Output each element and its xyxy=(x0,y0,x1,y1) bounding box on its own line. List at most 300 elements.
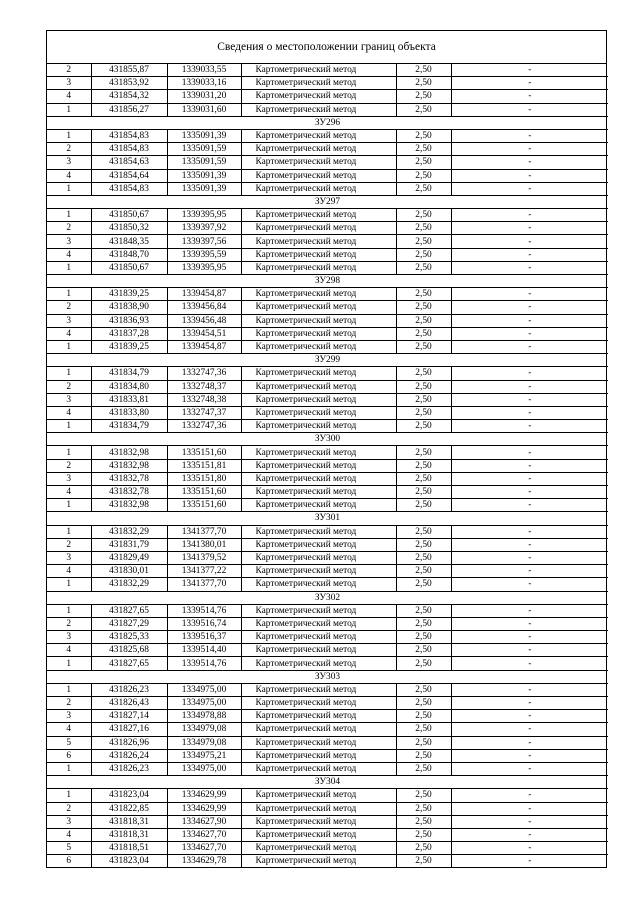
note-cell: - xyxy=(451,367,608,380)
method-cell: Картометрический метод xyxy=(241,644,396,657)
note-cell: - xyxy=(451,631,608,644)
note-cell: - xyxy=(451,380,608,393)
accuracy-cell: 2,50 xyxy=(396,683,451,696)
method-cell: Картометрический метод xyxy=(241,749,396,762)
point-number: 2 xyxy=(47,459,91,472)
table-row xyxy=(47,578,608,591)
accuracy-cell: 2,50 xyxy=(396,446,451,459)
point-number: 5 xyxy=(47,736,91,749)
coordinate-y: 1339514,76 xyxy=(167,604,241,617)
note-cell: - xyxy=(451,301,608,314)
accuracy-cell: 2,50 xyxy=(396,749,451,762)
note-cell: - xyxy=(451,683,608,696)
accuracy-cell: 2,50 xyxy=(396,631,451,644)
method-cell: Картометрический метод xyxy=(241,182,396,195)
method-cell: Картометрический метод xyxy=(241,90,396,103)
table-row xyxy=(47,551,608,564)
point-number: 3 xyxy=(47,393,91,406)
note-cell: - xyxy=(451,551,608,564)
point-number: 2 xyxy=(47,538,91,551)
accuracy-cell: 2,50 xyxy=(396,736,451,749)
accuracy-cell: 2,50 xyxy=(396,551,451,564)
table-row xyxy=(47,380,608,393)
point-number: 1 xyxy=(47,789,91,802)
table-row xyxy=(47,261,608,274)
point-number: 3 xyxy=(47,551,91,564)
coordinate-x: 431825,33 xyxy=(91,631,167,644)
group-header-row xyxy=(47,195,608,208)
parcel-label: ЗУ296 xyxy=(47,116,608,129)
coordinate-y: 1339456,84 xyxy=(167,301,241,314)
point-number: 4 xyxy=(47,828,91,841)
coordinate-y: 1334975,00 xyxy=(167,697,241,710)
method-cell: Картометрический метод xyxy=(241,631,396,644)
coordinate-y: 1339031,20 xyxy=(167,90,241,103)
group-header-row xyxy=(47,776,608,789)
table-row xyxy=(47,222,608,235)
method-cell: Картометрический метод xyxy=(241,815,396,828)
note-cell: - xyxy=(451,156,608,169)
note-cell: - xyxy=(451,697,608,710)
accuracy-cell: 2,50 xyxy=(396,288,451,301)
accuracy-cell: 2,50 xyxy=(396,235,451,248)
coordinate-y: 1339397,56 xyxy=(167,235,241,248)
accuracy-cell: 2,50 xyxy=(396,565,451,578)
point-number: 1 xyxy=(47,446,91,459)
coordinate-x: 431831,79 xyxy=(91,538,167,551)
method-cell: Картометрический метод xyxy=(241,420,396,433)
coordinate-y: 1339395,95 xyxy=(167,209,241,222)
coordinates-table xyxy=(47,64,608,867)
parcel-label: ЗУ304 xyxy=(47,776,608,789)
method-cell: Картометрический метод xyxy=(241,446,396,459)
note-cell: - xyxy=(451,77,608,90)
coordinate-x: 431836,93 xyxy=(91,314,167,327)
note-cell: - xyxy=(451,314,608,327)
note-cell: - xyxy=(451,499,608,512)
method-cell: Картометрический метод xyxy=(241,828,396,841)
coordinate-x: 431837,28 xyxy=(91,327,167,340)
parcel-label: ЗУ299 xyxy=(47,354,608,367)
coordinate-x: 431833,81 xyxy=(91,393,167,406)
note-cell: - xyxy=(451,103,608,116)
coordinate-y: 1341380,01 xyxy=(167,538,241,551)
note-cell: - xyxy=(451,604,608,617)
note-cell: - xyxy=(451,64,608,77)
note-cell: - xyxy=(451,789,608,802)
table-row xyxy=(47,64,608,77)
method-cell: Картометрический метод xyxy=(241,459,396,472)
note-cell: - xyxy=(451,446,608,459)
coordinate-y: 1341379,52 xyxy=(167,551,241,564)
coordinate-x: 431827,29 xyxy=(91,617,167,630)
coordinate-y: 1334629,99 xyxy=(167,802,241,815)
coordinate-x: 431834,80 xyxy=(91,380,167,393)
coordinate-y: 1339454,51 xyxy=(167,327,241,340)
note-cell: - xyxy=(451,340,608,353)
table-row xyxy=(47,406,608,419)
point-number: 1 xyxy=(47,182,91,195)
method-cell: Картометрический метод xyxy=(241,604,396,617)
coordinate-y: 1341377,70 xyxy=(167,578,241,591)
method-cell: Картометрический метод xyxy=(241,697,396,710)
document-page xyxy=(46,30,607,868)
table-row xyxy=(47,525,608,538)
point-number: 2 xyxy=(47,64,91,77)
coordinate-y: 1334627,90 xyxy=(167,815,241,828)
coordinate-y: 1335151,81 xyxy=(167,459,241,472)
method-cell: Картометрический метод xyxy=(241,327,396,340)
accuracy-cell: 2,50 xyxy=(396,261,451,274)
table-row xyxy=(47,301,608,314)
coordinate-y: 1334978,88 xyxy=(167,710,241,723)
point-number: 5 xyxy=(47,842,91,855)
point-number: 1 xyxy=(47,762,91,775)
point-number: 2 xyxy=(47,222,91,235)
coordinate-x: 431850,67 xyxy=(91,209,167,222)
method-cell: Картометрический метод xyxy=(241,855,396,868)
accuracy-cell: 2,50 xyxy=(396,301,451,314)
coordinate-x: 431854,64 xyxy=(91,169,167,182)
coordinate-x: 431838,90 xyxy=(91,301,167,314)
note-cell: - xyxy=(451,406,608,419)
method-cell: Картометрический метод xyxy=(241,406,396,419)
coordinate-x: 431832,29 xyxy=(91,578,167,591)
accuracy-cell: 2,50 xyxy=(396,64,451,77)
table-row xyxy=(47,749,608,762)
method-cell: Картометрический метод xyxy=(241,578,396,591)
coordinate-x: 431826,24 xyxy=(91,749,167,762)
table-row xyxy=(47,723,608,736)
table-row xyxy=(47,367,608,380)
point-number: 6 xyxy=(47,749,91,762)
accuracy-cell: 2,50 xyxy=(396,842,451,855)
table-row xyxy=(47,697,608,710)
note-cell: - xyxy=(451,855,608,868)
accuracy-cell: 2,50 xyxy=(396,406,451,419)
accuracy-cell: 2,50 xyxy=(396,472,451,485)
coordinate-y: 1332747,36 xyxy=(167,367,241,380)
accuracy-cell: 2,50 xyxy=(396,248,451,261)
table-row xyxy=(47,77,608,90)
method-cell: Картометрический метод xyxy=(241,565,396,578)
group-header-row xyxy=(47,591,608,604)
coordinate-x: 431834,79 xyxy=(91,367,167,380)
accuracy-cell: 2,50 xyxy=(396,182,451,195)
accuracy-cell: 2,50 xyxy=(396,420,451,433)
coordinate-y: 1335091,39 xyxy=(167,129,241,142)
coordinate-y: 1335091,39 xyxy=(167,182,241,195)
note-cell: - xyxy=(451,327,608,340)
method-cell: Картометрический метод xyxy=(241,314,396,327)
accuracy-cell: 2,50 xyxy=(396,77,451,90)
point-number: 4 xyxy=(47,90,91,103)
coordinate-y: 1339033,16 xyxy=(167,77,241,90)
coordinate-x: 431826,96 xyxy=(91,736,167,749)
accuracy-cell: 2,50 xyxy=(396,380,451,393)
method-cell: Картометрический метод xyxy=(241,393,396,406)
method-cell: Картометрический метод xyxy=(241,380,396,393)
coordinate-x: 431848,35 xyxy=(91,235,167,248)
accuracy-cell: 2,50 xyxy=(396,617,451,630)
coordinate-y: 1339516,37 xyxy=(167,631,241,644)
method-cell: Картометрический метод xyxy=(241,129,396,142)
coordinate-x: 431850,32 xyxy=(91,222,167,235)
accuracy-cell: 2,50 xyxy=(396,657,451,670)
coordinate-x: 431826,23 xyxy=(91,683,167,696)
accuracy-cell: 2,50 xyxy=(396,578,451,591)
note-cell: - xyxy=(451,710,608,723)
coordinate-y: 1335091,59 xyxy=(167,156,241,169)
method-cell: Картометрический метод xyxy=(241,143,396,156)
note-cell: - xyxy=(451,565,608,578)
coordinate-x: 431818,31 xyxy=(91,815,167,828)
method-cell: Картометрический метод xyxy=(241,789,396,802)
parcel-label: ЗУ302 xyxy=(47,591,608,604)
point-number: 2 xyxy=(47,617,91,630)
coordinate-x: 431818,31 xyxy=(91,828,167,841)
method-cell: Картометрический метод xyxy=(241,248,396,261)
accuracy-cell: 2,50 xyxy=(396,604,451,617)
point-number: 4 xyxy=(47,169,91,182)
accuracy-cell: 2,50 xyxy=(396,525,451,538)
accuracy-cell: 2,50 xyxy=(396,486,451,499)
coordinate-y: 1334627,70 xyxy=(167,828,241,841)
coordinate-y: 1334975,00 xyxy=(167,683,241,696)
coordinate-y: 1334979,08 xyxy=(167,723,241,736)
method-cell: Картометрический метод xyxy=(241,367,396,380)
point-number: 4 xyxy=(47,486,91,499)
table-row xyxy=(47,565,608,578)
table-row xyxy=(47,815,608,828)
note-cell: - xyxy=(451,90,608,103)
coordinate-x: 431839,25 xyxy=(91,340,167,353)
point-number: 1 xyxy=(47,683,91,696)
point-number: 1 xyxy=(47,103,91,116)
table-row xyxy=(47,762,608,775)
accuracy-cell: 2,50 xyxy=(396,143,451,156)
method-cell: Картометрический метод xyxy=(241,472,396,485)
coordinate-y: 1334629,99 xyxy=(167,789,241,802)
point-number: 1 xyxy=(47,499,91,512)
point-number: 1 xyxy=(47,261,91,274)
note-cell: - xyxy=(451,209,608,222)
table-row xyxy=(47,472,608,485)
point-number: 1 xyxy=(47,604,91,617)
method-cell: Картометрический метод xyxy=(241,486,396,499)
method-cell: Картометрический метод xyxy=(241,538,396,551)
accuracy-cell: 2,50 xyxy=(396,209,451,222)
group-header-row xyxy=(47,433,608,446)
coordinate-y: 1334979,08 xyxy=(167,736,241,749)
table-row xyxy=(47,789,608,802)
method-cell: Картометрический метод xyxy=(241,842,396,855)
parcel-label: ЗУ300 xyxy=(47,433,608,446)
coordinate-x: 431827,65 xyxy=(91,604,167,617)
method-cell: Картометрический метод xyxy=(241,736,396,749)
group-header-row xyxy=(47,275,608,288)
note-cell: - xyxy=(451,472,608,485)
note-cell: - xyxy=(451,222,608,235)
coordinate-x: 431829,49 xyxy=(91,551,167,564)
coordinate-x: 431827,65 xyxy=(91,657,167,670)
point-number: 1 xyxy=(47,657,91,670)
point-number: 1 xyxy=(47,367,91,380)
note-cell: - xyxy=(451,842,608,855)
group-header-row xyxy=(47,512,608,525)
note-cell: - xyxy=(451,393,608,406)
coordinate-x: 431818,51 xyxy=(91,842,167,855)
coordinate-x: 431826,43 xyxy=(91,697,167,710)
coordinate-y: 1332748,37 xyxy=(167,380,241,393)
method-cell: Картометрический метод xyxy=(241,617,396,630)
coordinate-y: 1332748,38 xyxy=(167,393,241,406)
coordinate-x: 431832,98 xyxy=(91,446,167,459)
note-cell: - xyxy=(451,617,608,630)
coordinate-x: 431832,98 xyxy=(91,499,167,512)
coordinate-x: 431854,83 xyxy=(91,129,167,142)
method-cell: Картометрический метод xyxy=(241,762,396,775)
table-row xyxy=(47,631,608,644)
table-row xyxy=(47,288,608,301)
note-cell: - xyxy=(451,420,608,433)
note-cell: - xyxy=(451,736,608,749)
method-cell: Картометрический метод xyxy=(241,802,396,815)
method-cell: Картометрический метод xyxy=(241,551,396,564)
accuracy-cell: 2,50 xyxy=(396,802,451,815)
method-cell: Картометрический метод xyxy=(241,156,396,169)
note-cell: - xyxy=(451,129,608,142)
point-number: 1 xyxy=(47,340,91,353)
coordinate-y: 1335151,60 xyxy=(167,486,241,499)
coordinate-y: 1339456,48 xyxy=(167,314,241,327)
accuracy-cell: 2,50 xyxy=(396,789,451,802)
method-cell: Картометрический метод xyxy=(241,235,396,248)
coordinate-y: 1339395,95 xyxy=(167,261,241,274)
accuracy-cell: 2,50 xyxy=(396,815,451,828)
point-number: 1 xyxy=(47,420,91,433)
parcel-label: ЗУ303 xyxy=(47,670,608,683)
note-cell: - xyxy=(451,762,608,775)
point-number: 3 xyxy=(47,472,91,485)
table-row xyxy=(47,828,608,841)
table-row xyxy=(47,499,608,512)
point-number: 1 xyxy=(47,525,91,538)
method-cell: Картометрический метод xyxy=(241,657,396,670)
point-number: 2 xyxy=(47,697,91,710)
coordinate-y: 1334975,00 xyxy=(167,762,241,775)
note-cell: - xyxy=(451,749,608,762)
note-cell: - xyxy=(451,644,608,657)
coordinate-y: 1335091,59 xyxy=(167,143,241,156)
coordinate-y: 1334629,78 xyxy=(167,855,241,868)
accuracy-cell: 2,50 xyxy=(396,697,451,710)
coordinate-x: 431826,23 xyxy=(91,762,167,775)
point-number: 3 xyxy=(47,815,91,828)
method-cell: Картометрический метод xyxy=(241,340,396,353)
group-header-row xyxy=(47,116,608,129)
accuracy-cell: 2,50 xyxy=(396,156,451,169)
coordinate-y: 1341377,22 xyxy=(167,565,241,578)
accuracy-cell: 2,50 xyxy=(396,314,451,327)
table-row xyxy=(47,736,608,749)
accuracy-cell: 2,50 xyxy=(396,538,451,551)
page-title: Сведения о местоположении границ объекта xyxy=(47,31,606,64)
point-number: 4 xyxy=(47,248,91,261)
point-number: 1 xyxy=(47,209,91,222)
coordinate-y: 1341377,70 xyxy=(167,525,241,538)
point-number: 4 xyxy=(47,327,91,340)
method-cell: Картометрический метод xyxy=(241,222,396,235)
coordinate-y: 1335091,39 xyxy=(167,169,241,182)
note-cell: - xyxy=(451,459,608,472)
point-number: 6 xyxy=(47,855,91,868)
accuracy-cell: 2,50 xyxy=(396,644,451,657)
coordinate-y: 1334627,70 xyxy=(167,842,241,855)
point-number: 2 xyxy=(47,802,91,815)
table-row xyxy=(47,446,608,459)
parcel-label: ЗУ301 xyxy=(47,512,608,525)
note-cell: - xyxy=(451,802,608,815)
coordinate-x: 431825,68 xyxy=(91,644,167,657)
point-number: 4 xyxy=(47,406,91,419)
note-cell: - xyxy=(451,288,608,301)
coordinate-x: 431854,32 xyxy=(91,90,167,103)
method-cell: Картометрический метод xyxy=(241,723,396,736)
method-cell: Картометрический метод xyxy=(241,683,396,696)
point-number: 4 xyxy=(47,565,91,578)
parcel-label: ЗУ298 xyxy=(47,275,608,288)
coordinate-y: 1339454,87 xyxy=(167,288,241,301)
accuracy-cell: 2,50 xyxy=(396,762,451,775)
table-row xyxy=(47,235,608,248)
coordinate-x: 431850,67 xyxy=(91,261,167,274)
coordinate-x: 431832,29 xyxy=(91,525,167,538)
note-cell: - xyxy=(451,169,608,182)
accuracy-cell: 2,50 xyxy=(396,340,451,353)
coordinate-x: 431833,80 xyxy=(91,406,167,419)
coordinate-x: 431839,25 xyxy=(91,288,167,301)
table-row xyxy=(47,156,608,169)
coordinate-x: 431827,14 xyxy=(91,710,167,723)
coordinate-x: 431834,79 xyxy=(91,420,167,433)
method-cell: Картометрический метод xyxy=(241,499,396,512)
accuracy-cell: 2,50 xyxy=(396,327,451,340)
table-row xyxy=(47,143,608,156)
coordinate-y: 1339031,60 xyxy=(167,103,241,116)
method-cell: Картометрический метод xyxy=(241,64,396,77)
coordinate-x: 431853,92 xyxy=(91,77,167,90)
point-number: 4 xyxy=(47,644,91,657)
note-cell: - xyxy=(451,657,608,670)
coordinate-x: 431832,98 xyxy=(91,459,167,472)
method-cell: Картометрический метод xyxy=(241,525,396,538)
table-row xyxy=(47,683,608,696)
table-row xyxy=(47,617,608,630)
point-number: 3 xyxy=(47,314,91,327)
note-cell: - xyxy=(451,525,608,538)
accuracy-cell: 2,50 xyxy=(396,828,451,841)
accuracy-cell: 2,50 xyxy=(396,723,451,736)
coordinate-y: 1332747,36 xyxy=(167,420,241,433)
group-header-row xyxy=(47,354,608,367)
coordinate-y: 1339516,74 xyxy=(167,617,241,630)
method-cell: Картометрический метод xyxy=(241,77,396,90)
note-cell: - xyxy=(451,235,608,248)
coordinate-y: 1335151,60 xyxy=(167,446,241,459)
coordinate-y: 1335151,80 xyxy=(167,472,241,485)
accuracy-cell: 2,50 xyxy=(396,393,451,406)
